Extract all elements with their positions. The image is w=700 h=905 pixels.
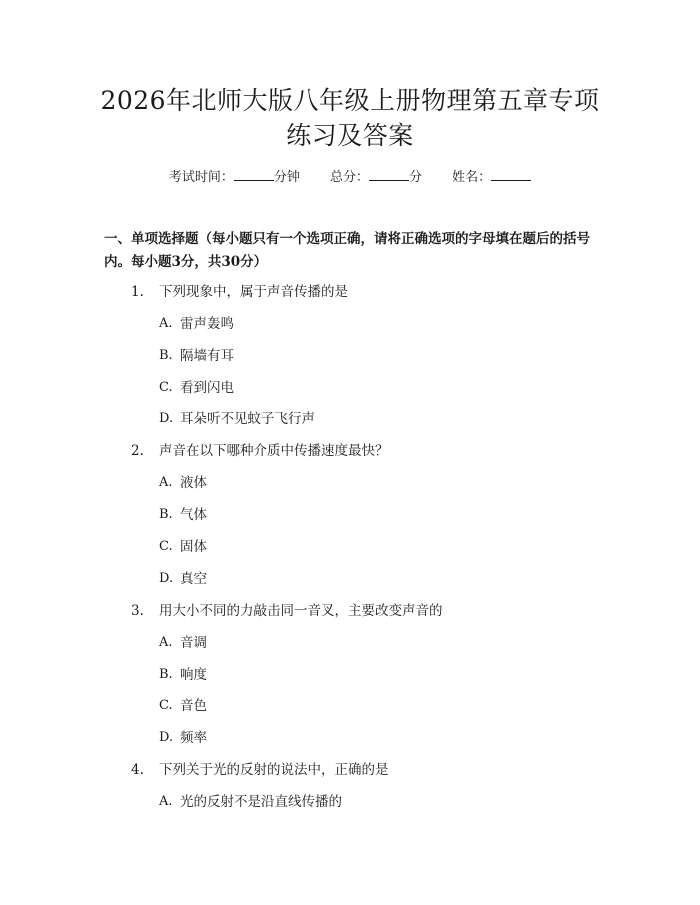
question-3-number: 3. [131,603,144,619]
question-4-option-a-letter: A. [159,794,173,809]
total-score-label: 总分： [329,170,369,185]
question-2-option-d-letter: D. [159,571,174,586]
exam-info-line [0,168,700,188]
student-name-blank [491,168,531,181]
question-2-option-c-letter: C. [159,539,173,554]
question-3-text: 用大小不同的力敲击同一音叉，主要改变声音的 [159,603,443,619]
total-score-blank [369,168,409,181]
question-3-option-b-text: 响度 [180,667,207,683]
question-1-option-d-text: 耳朵听不见蚊子飞行声 [180,411,315,427]
question-1-option-c-letter: C. [159,380,173,395]
question-4-number: 4. [131,762,144,778]
question-2-number: 2. [131,443,144,459]
question-1-number: 1. [131,284,144,300]
question-2-text: 声音在以下哪种介质中传播速度最快？ [159,443,389,459]
exam-time-unit: 分钟 [273,170,300,185]
question-1-option-a-text: 雷声轰鸣 [180,316,234,332]
question-2-option-b-text: 气体 [180,507,207,523]
question-3-option-d-text: 频率 [180,730,207,746]
question-2-option-c-text: 固体 [180,539,207,555]
question-3-option-a-text: 音调 [180,635,207,651]
question-3-option-c-text: 音色 [180,698,207,714]
document-title-line2: 练习及答案 [286,121,414,150]
question-3-option-a-letter: A. [159,635,173,650]
question-1-option-b-text: 隔墙有耳 [180,348,234,364]
total-score-field [330,170,422,185]
question-2-option-a-letter: A. [159,475,173,490]
exam-time-blank [234,168,274,181]
exam-time-label: 考试时间： [168,170,234,185]
question-4-text: 下列关于光的反射的说法中，正确的是 [159,762,389,778]
question-1-option-c-text: 看到闪电 [180,380,234,396]
question-3-option-c-letter: C. [159,698,173,713]
student-name-field [452,170,531,185]
question-2-option-b-letter: B. [159,507,173,522]
section-heading: 一、单项选择题（每小题只有一个选项正确，请将正确选项的字母填在题后的括号内。每小题3分，共30分） [104,231,590,270]
student-name-label: 姓名： [452,170,492,185]
question-2-option-a-text: 液体 [180,475,207,491]
total-score-unit: 分 [409,170,423,185]
document-title-line1: 2026年北师大版八年级上册物理第五章专项 [100,86,600,115]
question-1-option-d-letter: D. [159,411,174,426]
question-1-text: 下列现象中，属于声音传播的是 [159,284,348,300]
question-1-option-b-letter: B. [159,348,173,363]
question-3-option-b-letter: B. [159,667,173,682]
question-1-option-a-letter: A. [159,316,173,331]
question-3-option-d-letter: D. [159,730,174,745]
exam-time-field [169,170,300,185]
question-2-option-d-text: 真空 [180,571,207,587]
question-4-option-a-text: 光的反射不是沿直线传播的 [180,794,342,810]
